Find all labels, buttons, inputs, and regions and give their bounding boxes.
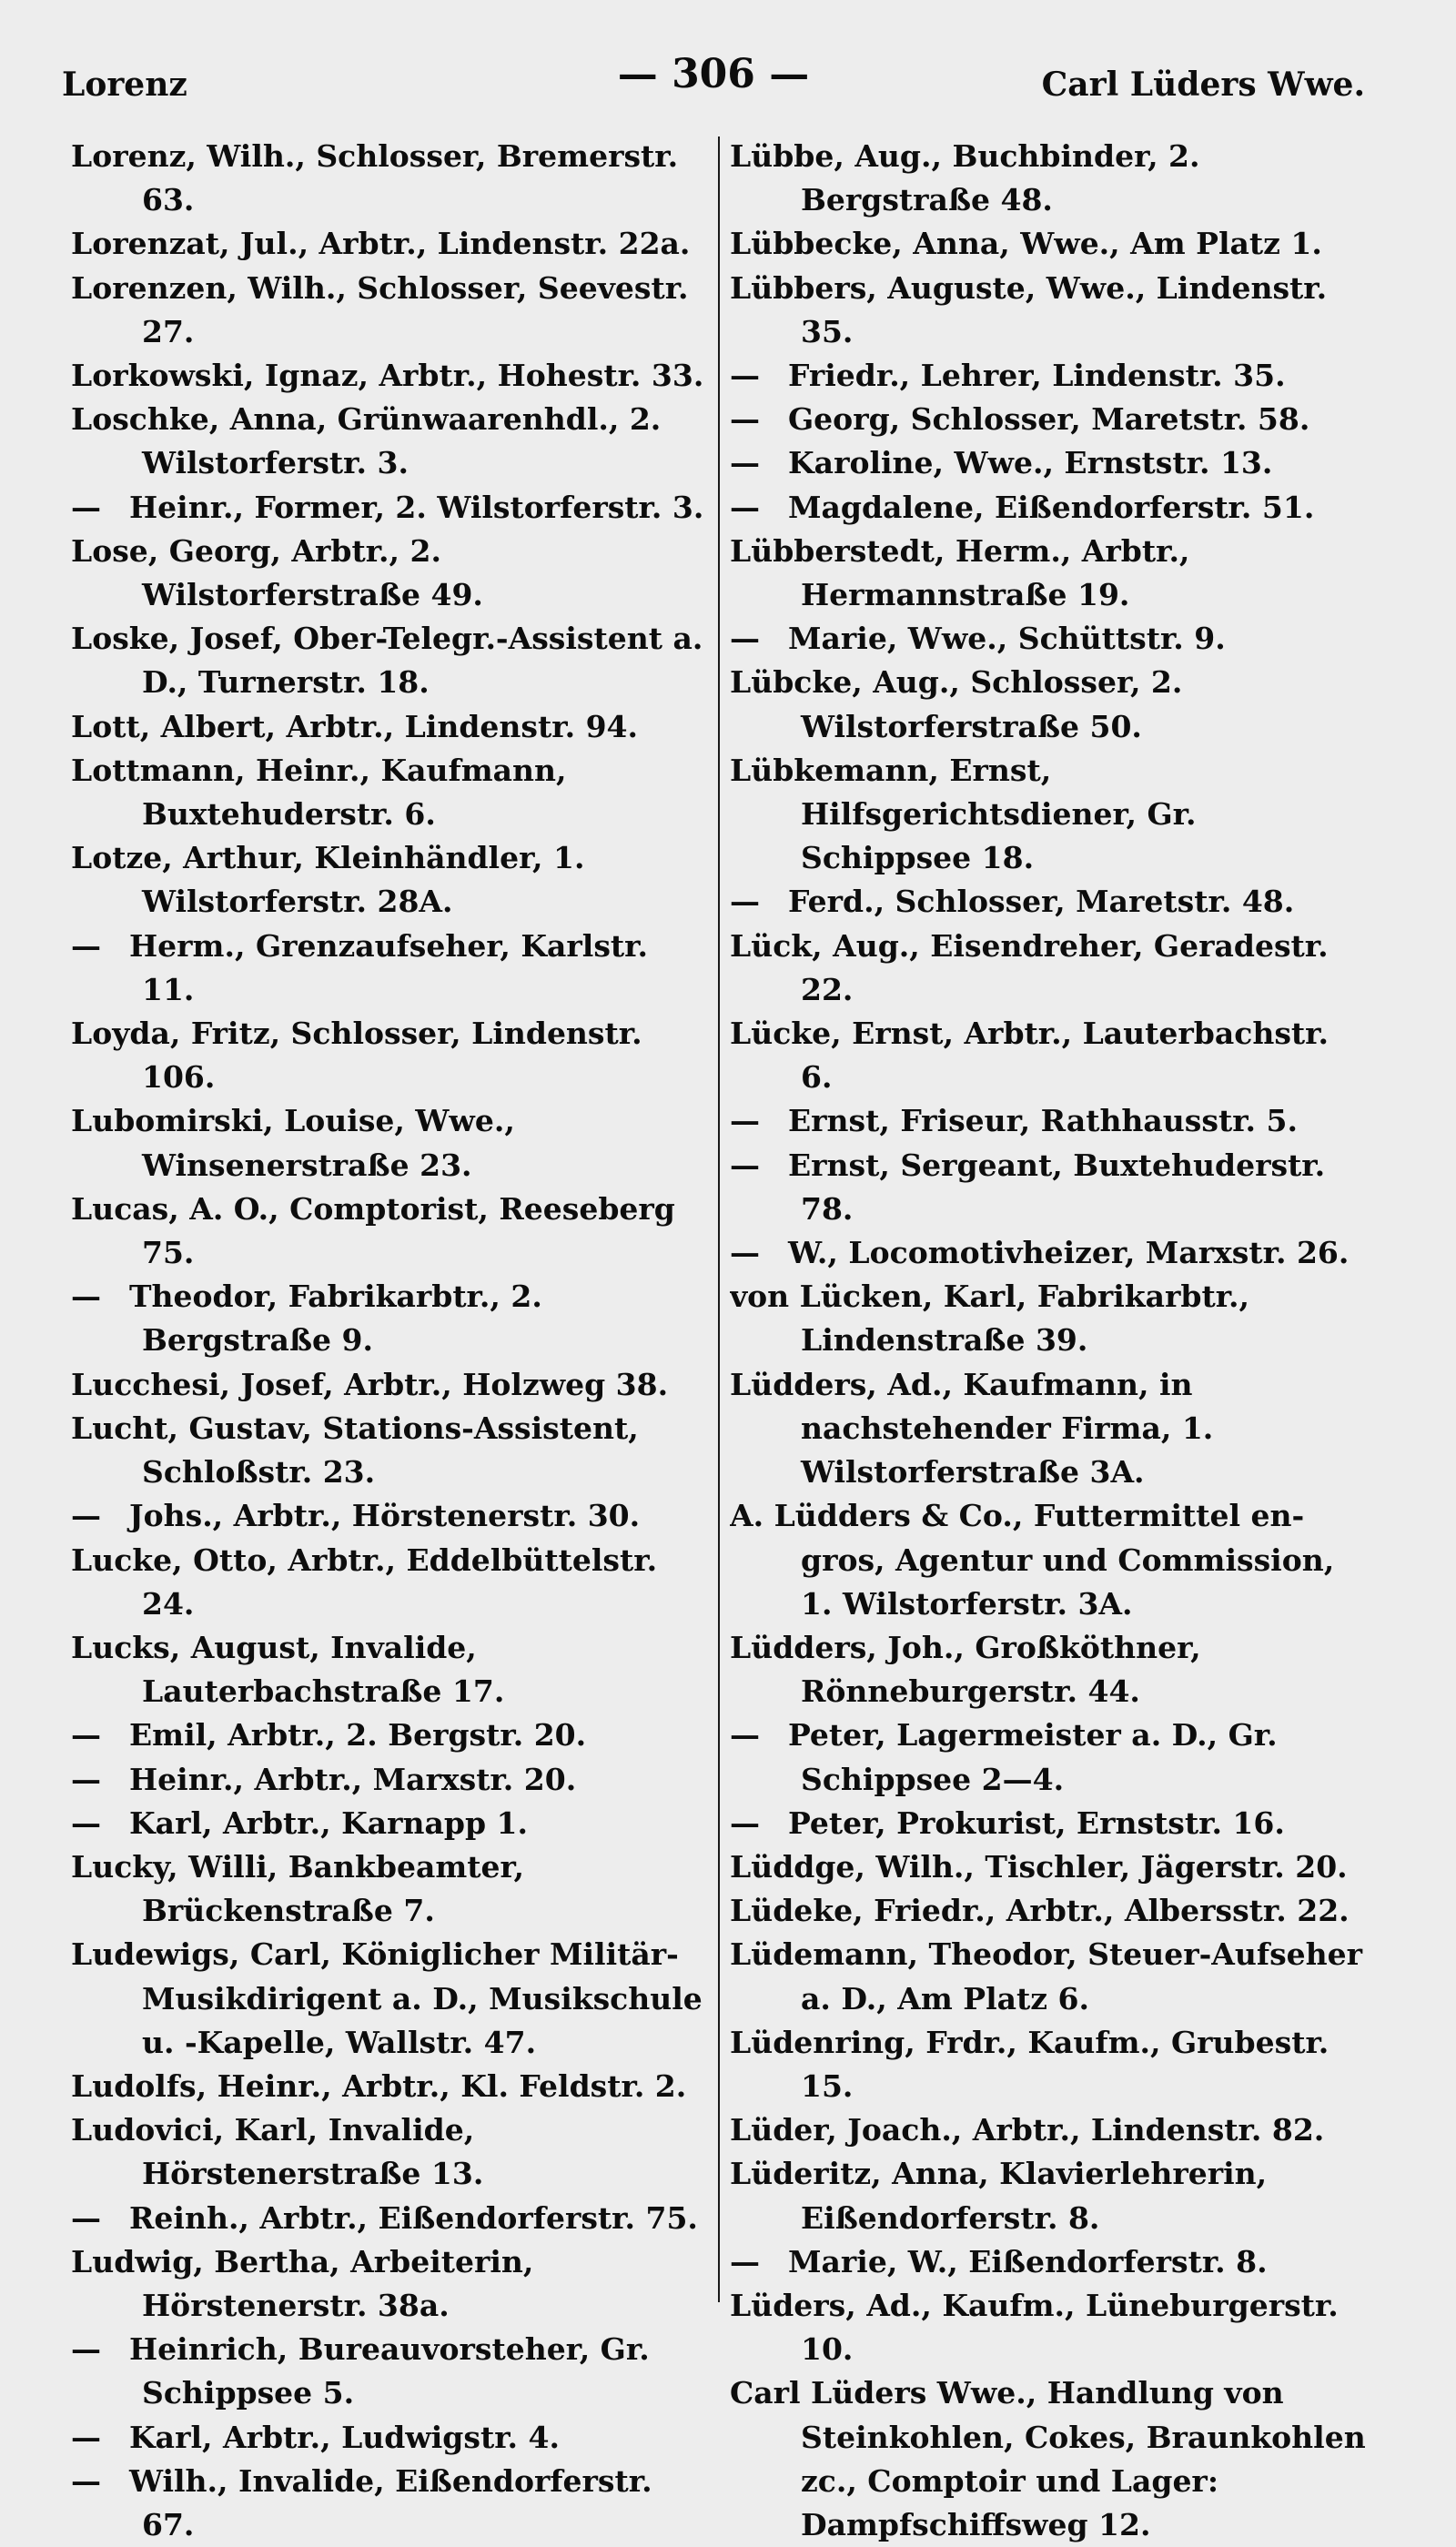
directory-entry [71, 222, 708, 266]
directory-entry [71, 1713, 708, 1757]
running-head-right: Carl Lüders Wwe. [1041, 66, 1365, 104]
entry-text: Karl, Arbtr., Karnapp 1. [129, 1804, 529, 1841]
directory-entry [71, 1539, 708, 1626]
ditto-dash: — [71, 2331, 101, 2368]
entry-text: Lüdders, Ad., Kaufmann, in nachstehender Firma, 1. Wilstorferstraße 3A. [730, 1366, 1214, 1491]
ditto-dash: — [71, 2462, 101, 2499]
ditto-dash: — [730, 358, 760, 394]
entry-text: Lück, Aug., Eisendreher, Geradestr. 22. [730, 927, 1329, 1007]
ditto-dash: — [71, 2419, 101, 2455]
entry-text: Karl, Arbtr., Ludwigstr. 4. [129, 2419, 560, 2455]
directory-entry [730, 617, 1367, 661]
directory-entry [730, 398, 1367, 441]
ditto-dash: — [730, 1103, 760, 1139]
entry-text: Lucht, Gustav, Stations-Assistent, Schloßstr. 23. [71, 1410, 639, 1491]
directory-entry [730, 1889, 1367, 1933]
directory-entry [730, 486, 1367, 530]
ditto-dash: — [730, 1235, 760, 1271]
entry-text: Magdalene, Eißendorferstr. 51. [788, 489, 1315, 525]
ditto-dash: — [730, 1717, 760, 1754]
entry-text: Wilh., Invalide, Eißendorferstr. 67. [129, 2462, 652, 2542]
entry-text: Heinr., Arbtr., Marxstr. 20. [129, 1761, 577, 1797]
entry-text: Lucas, A. O., Comptorist, Reeseberg 75. [71, 1190, 675, 1271]
directory-entry [730, 135, 1367, 222]
directory-entry [71, 2460, 708, 2547]
directory-entry [730, 749, 1367, 881]
entry-text: Ernst, Friseur, Rathhausstr. 5. [788, 1103, 1298, 1139]
ditto-dash: — [730, 445, 760, 481]
entry-text: Loyda, Fritz, Schlosser, Lindenstr. 106. [71, 1016, 642, 1096]
entry-text: Lüders, Ad., Kaufm., Lüneburgerstr. 10. [730, 2287, 1339, 2368]
entry-text: Herm., Grenzaufseher, Karlstr. 11. [129, 927, 648, 1007]
right-column [730, 135, 1367, 2547]
ditto-dash: — [71, 2199, 101, 2236]
directory-entry [71, 1363, 708, 1407]
directory-entry [730, 1713, 1367, 1801]
directory-entry [730, 661, 1367, 748]
entry-text: Emil, Arbtr., 2. Bergstr. 20. [129, 1717, 587, 1754]
directory-entry [71, 1188, 708, 1275]
ditto-dash: — [71, 489, 101, 525]
directory-entry [730, 1012, 1367, 1099]
directory-entry [730, 1494, 1367, 1626]
entry-text: Karoline, Wwe., Ernststr. 13. [788, 445, 1273, 481]
entry-text: Lucky, Willi, Bankbeamter, Brückenstraße 7. [71, 1848, 524, 1929]
entry-text: A. Lüdders & Co., Futtermittel en-gros, Agentur und Commission, 1. Wilstorferstr. 3A. [730, 1498, 1335, 1622]
directory-entry [730, 1231, 1367, 1275]
directory-entry [71, 925, 708, 1012]
entry-text: Ludolfs, Heinr., Arbtr., Kl. Feldstr. 2. [71, 2067, 687, 2104]
entry-text: Peter, Prokurist, Ernststr. 16. [788, 1804, 1285, 1841]
entry-text: Lubomirski, Louise, Wwe., Winsenerstraße 23. [71, 1103, 515, 1183]
entry-text: von Lücken, Karl, Fabrikarbtr., Lindenstraße 39. [730, 1279, 1250, 1359]
ditto-dash: — [71, 1717, 101, 1754]
directory-entry [71, 2108, 708, 2196]
ditto-dash: — [71, 1804, 101, 1841]
entry-text: Lüder, Joach., Arbtr., Lindenstr. 82. [730, 2112, 1325, 2148]
directory-entry [730, 222, 1367, 266]
entry-text: Lübbers, Auguste, Wwe., Lindenstr. 35. [730, 269, 1328, 349]
directory-entry [71, 135, 708, 222]
entry-text: Carl Lüders Wwe., Handlung von Steinkohlen, Cokes, Braunkohlen zc., Comptoir und Lager: Dampfschiffsweg 12. [730, 2375, 1366, 2542]
left-column [71, 135, 708, 2547]
entry-text: Lucks, August, Invalide, Lauterbachstraße 17. [71, 1629, 505, 1710]
entry-text: Lüdenring, Frdr., Kaufm., Grubestr. 15. [730, 2024, 1330, 2104]
directory-entry [71, 2416, 708, 2460]
running-head-left: Lorenz [62, 66, 187, 104]
entry-text: Johs., Arbtr., Hörstenerstr. 30. [129, 1498, 641, 1534]
entry-text: Lorkowski, Ignaz, Arbtr., Hohestr. 33. [71, 358, 704, 394]
ditto-dash: — [730, 1804, 760, 1841]
entry-text: Lucke, Otto, Arbtr., Eddelbüttelstr. 24. [71, 1541, 658, 1622]
entry-text: Reinh., Arbtr., Eißendorferstr. 75. [129, 2199, 698, 2236]
ditto-dash: — [730, 1147, 760, 1183]
entry-text: Lottmann, Heinr., Kaufmann, Buxtehuderstr. 6. [71, 752, 567, 833]
directory-entry [730, 1099, 1367, 1143]
entry-text: Lücke, Ernst, Arbtr., Lauterbachstr. 6. [730, 1016, 1330, 1096]
directory-entry [730, 2240, 1367, 2284]
ditto-dash: — [71, 927, 101, 964]
entry-text: Heinrich, Bureauvorsteher, Gr. Schippsee 5. [129, 2331, 650, 2411]
entry-text: Lübbe, Aug., Buchbinder, 2. Bergstraße 48. [730, 138, 1200, 218]
entry-text: Lüdders, Joh., Großköthner, Rönneburgerstr. 44. [730, 1629, 1201, 1710]
ditto-dash: — [730, 401, 760, 438]
directory-entry [730, 2371, 1367, 2547]
directory-entry [71, 1845, 708, 1933]
directory-entry [730, 1933, 1367, 2020]
page-header [62, 47, 1365, 102]
page-number: — 306 — [617, 51, 810, 97]
entry-text: Ludovici, Karl, Invalide, Hörstenerstraße 13. [71, 2112, 484, 2192]
entry-text: Georg, Schlosser, Maretstr. 58. [788, 401, 1310, 438]
entry-text: Lüddge, Wilh., Tischler, Jägerstr. 20. [730, 1848, 1348, 1885]
entry-text: Theodor, Fabrikarbtr., 2. Bergstraße 9. [129, 1279, 542, 1359]
entry-text: Ludwig, Bertha, Arbeiterin, Hörstenerstr. 38a. [71, 2243, 534, 2323]
directory-entry [730, 925, 1367, 1012]
directory-entry [730, 1275, 1367, 1362]
entry-text: W., Locomotivheizer, Marxstr. 26. [788, 1235, 1350, 1271]
ditto-dash: — [71, 1761, 101, 1797]
directory-entry [71, 1012, 708, 1099]
entry-text: Lucchesi, Josef, Arbtr., Holzweg 38. [71, 1366, 669, 1402]
directory-entry [71, 2240, 708, 2328]
entry-text: Friedr., Lehrer, Lindenstr. 35. [788, 358, 1286, 394]
directory-entry [730, 2284, 1367, 2371]
directory-entry [71, 1802, 708, 1845]
directory-entry [71, 267, 708, 354]
directory-entry [71, 398, 708, 485]
directory-entry [71, 1933, 708, 2065]
directory-entry [730, 530, 1367, 617]
entry-text: Lose, Georg, Arbtr., 2. Wilstorferstraße 49. [71, 532, 483, 613]
entry-text: Peter, Lagermeister a. D., Gr. Schippsee 2—4. [788, 1717, 1278, 1797]
entry-text: Ernst, Sergeant, Buxtehuderstr. 78. [788, 1147, 1326, 1227]
entry-text: Lott, Albert, Arbtr., Lindenstr. 94. [71, 708, 638, 744]
directory-entry [71, 1758, 708, 1802]
directory-entry [71, 617, 708, 704]
directory-entry [71, 486, 708, 530]
entry-text: Lüderitz, Anna, Klavierlehrerin, Eißendorferstr. 8. [730, 2156, 1268, 2236]
column-divider [718, 136, 720, 2302]
entry-text: Lüdeke, Friedr., Arbtr., Albersstr. 22. [730, 1893, 1350, 1929]
entry-text: Lübberstedt, Herm., Arbtr., Hermannstraße 19. [730, 532, 1190, 613]
directory-entry [71, 2065, 708, 2108]
entry-text: Marie, Wwe., Schüttstr. 9. [788, 621, 1226, 657]
entry-text: Loske, Josef, Ober-Telegr.-Assistent a. D., Turnerstr. 18. [71, 621, 703, 701]
directory-entry [71, 1275, 708, 1362]
ditto-dash: — [730, 489, 760, 525]
entry-text: Lübcke, Aug., Schlosser, 2. Wilstorferstraße 50. [730, 664, 1183, 744]
directory-entry [730, 1363, 1367, 1495]
directory-entry [730, 1626, 1367, 1713]
directory-entry [71, 1099, 708, 1187]
ditto-dash: — [730, 884, 760, 920]
entry-text: Lüdemann, Theodor, Steuer-Aufseher a. D., Am Platz 6. [730, 1936, 1363, 2016]
ditto-dash: — [730, 2243, 760, 2279]
entry-text: Ludewigs, Carl, Königlicher Militär-Musikdirigent a. D., Musikschule u. -Kapelle, Wallstr. 47. [71, 1936, 703, 2060]
entry-text: Lübbecke, Anna, Wwe., Am Platz 1. [730, 226, 1322, 262]
entry-text: Loschke, Anna, Grünwaarenhdl., 2. Wilstorferstr. 3. [71, 401, 662, 481]
directory-entry [71, 1494, 708, 1538]
entry-text: Lorenz, Wilh., Schlosser, Bremerstr. 63. [71, 138, 679, 218]
ditto-dash: — [71, 1279, 101, 1315]
entry-text: Lorenzat, Jul., Arbtr., Lindenstr. 22a. [71, 226, 691, 262]
directory-entry [730, 267, 1367, 354]
ditto-dash: — [71, 1498, 101, 1534]
entry-text: Lübkemann, Ernst, Hilfsgerichtsdiener, Gr. Schippsee 18. [730, 752, 1197, 876]
directory-entry [71, 2328, 708, 2415]
directory-entry [730, 2108, 1367, 2152]
directory-entry [71, 836, 708, 924]
directory-entry [730, 354, 1367, 398]
directory-entry [71, 705, 708, 749]
directory-entry [71, 354, 708, 398]
directory-entry [71, 2197, 708, 2240]
ditto-dash: — [730, 621, 760, 657]
directory-entry [730, 1802, 1367, 1845]
entry-text: Lotze, Arthur, Kleinhändler, 1. Wilstorferstr. 28A. [71, 840, 585, 920]
directory-entry [730, 1845, 1367, 1889]
directory-entry [730, 880, 1367, 924]
directory-entry [71, 1407, 708, 1494]
directory-entry [71, 749, 708, 836]
directory-entry [730, 441, 1367, 485]
directory-entry [730, 2021, 1367, 2108]
directory-entry [71, 1626, 708, 1713]
entry-text: Heinr., Former, 2. Wilstorferstr. 3. [129, 489, 704, 525]
directory-entry [730, 1144, 1367, 1231]
directory-entry [71, 530, 708, 617]
entry-text: Lorenzen, Wilh., Schlosser, Seevestr. 27. [71, 269, 689, 349]
entry-text: Marie, W., Eißendorferstr. 8. [788, 2243, 1268, 2279]
directory-entry [730, 2152, 1367, 2239]
entry-text: Ferd., Schlosser, Maretstr. 48. [788, 884, 1295, 920]
